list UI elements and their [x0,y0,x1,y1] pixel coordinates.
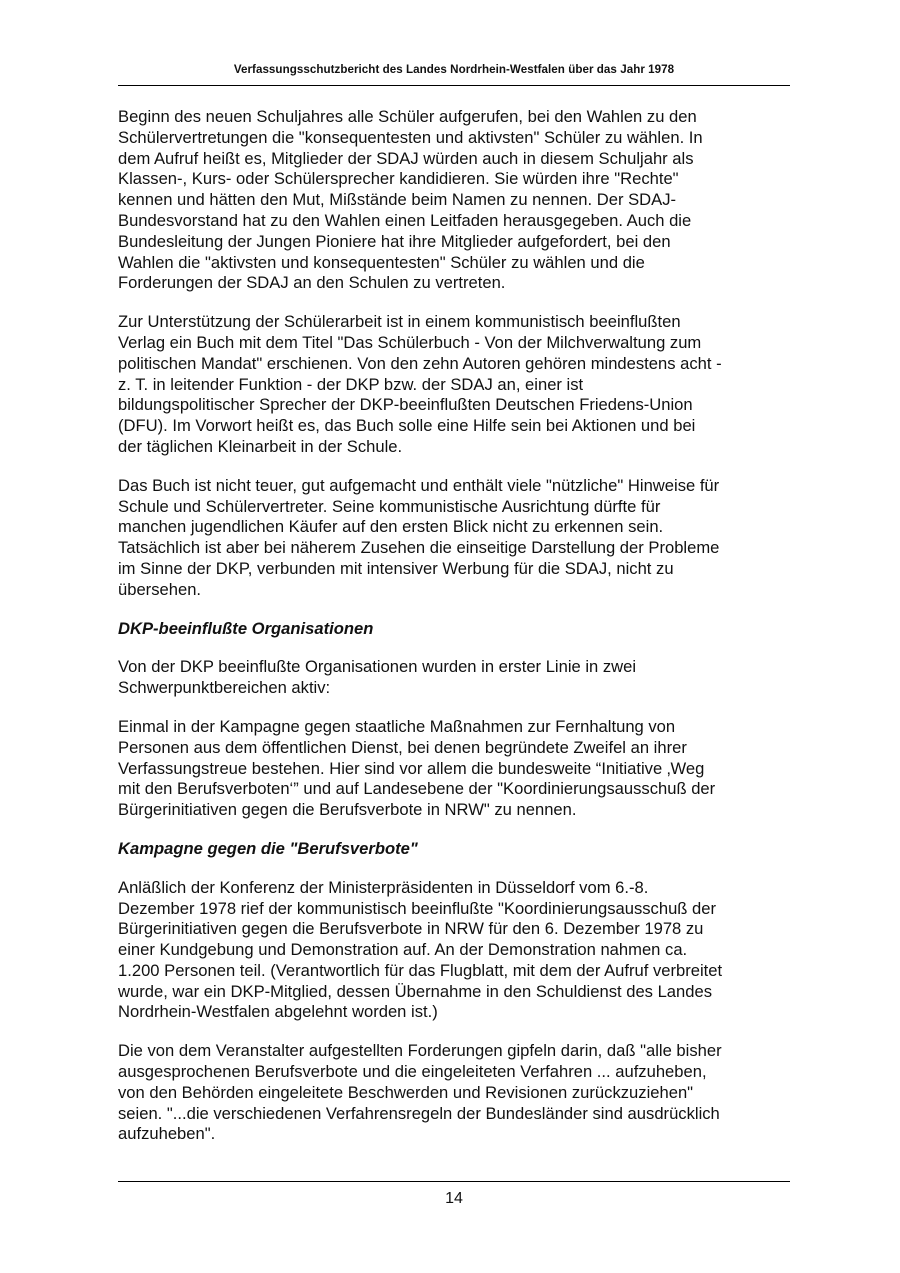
text-line: Das Buch ist nicht teuer, gut aufgemacht und enthält viele "nützliche" Hinweise für [118,475,720,495]
text-line: Verlag ein Buch mit dem Titel "Das Schülerbuch - Von der Milchverwaltung zum [118,332,702,352]
text-line: (DFU). Im Vorwort heißt es, das Buch solle eine Hilfe sein bei Aktionen und bei [118,416,696,436]
text-line: Klassen-, Kurs- oder Schülersprecher kandidieren. Sie würden ihre "Rechte" [118,169,679,189]
text-line: Die von dem Veranstalter aufgestellten Forderungen gipfeln darin, daß "alle bisher [118,1041,722,1061]
text-line: z. T. in leitender Funktion - der DKP bzw. der SDAJ an, einer ist [118,374,584,394]
text-line: Bundesleitung der Jungen Pioniere hat ihre Mitglieder aufgefordert, bei den [118,231,671,251]
text-line: im Sinne der DKP, verbunden mit intensiver Werbung für die SDAJ, nicht zu [118,558,674,578]
paragraph [118,878,798,1024]
paragraph [118,476,798,601]
text-line: Nordrhein-Westfalen abgelehnt worden ist.) [118,1002,438,1022]
text-line: 1.200 Personen teil. (Verantwortlich für das Flugblatt, mit dem der Aufruf verbreitet [118,960,723,980]
text-line: Bundesvorstand hat zu den Wahlen einen Leitfaden herausgegeben. Auch die [118,210,692,230]
text-line: übersehen. [118,579,202,599]
text-line: Zur Unterstützung der Schülerarbeit ist in einem kommunistisch beeinflußten [118,312,681,332]
section-heading: Kampagne gegen die "Berufsverbote" [118,838,418,858]
text-line: Schwerpunktbereichen aktiv: [118,678,331,698]
text-line: kennen und hätten den Mut, Mißstände beim Namen zu nennen. Der SDAJ- [118,190,677,210]
text-line: von den Behörden eingeleitete Beschwerden und Revisionen zurückzuziehen" [118,1082,694,1102]
text-line: wurde, war ein DKP-Mitglied, dessen Übernahme in den Schuldienst des Landes [118,981,713,1001]
page-number: 14 [445,1190,463,1207]
page-body [118,107,798,1145]
text-line: ausgesprochenen Berufsverbote und die eingeleiteten Verfahren ... aufzuheben, [118,1062,707,1082]
text-line: Von der DKP beeinflußte Organisationen wurden in erster Linie in zwei [118,657,637,677]
text-line: Anläßlich der Konferenz der Ministerpräsidenten in Düsseldorf vom 6.-8. [118,877,649,897]
paragraph [118,717,798,821]
text-line: seien. "...die verschiedenen Verfahrensregeln der Bundesländer sind ausdrücklich [118,1103,720,1123]
text-line: Bürgerinitiativen gegen die Berufsverbote in NRW für den 6. Dezember 1978 zu [118,919,704,939]
text-line: Einmal in der Kampagne gegen staatliche Maßnahmen zur Fernhaltung von [118,716,676,736]
text-line: der täglichen Kleinarbeit in der Schule. [118,436,403,456]
paragraph [118,312,798,458]
text-line: aufzuheben". [118,1124,216,1144]
text-line: Dezember 1978 rief der kommunistisch beeinflußte "Koordinierungsausschuß der [118,898,717,918]
text-line: mit den Berufsverboten‘” und auf Landesebene der "Koordinierungsausschuß der [118,779,716,799]
text-line: Wahlen die "aktivsten und konsequentesten" Schüler zu wählen und die [118,252,645,272]
text-line: bildungspolitischer Sprecher der DKP-beeinflußten Deutschen Friedens-Union [118,395,693,415]
text-line: Tatsächlich ist aber bei näherem Zusehen die einseitige Darstellung der Probleme [118,538,720,558]
text-line: einer Kundgebung und Demonstration auf. An der Demonstration nahmen ca. [118,940,688,960]
paragraph [118,1041,798,1145]
footer-rule [118,1181,790,1182]
text-line: Verfassungstreue bestehen. Hier sind vor allem die bundesweite “Initiative ‚Weg [118,758,705,778]
text-line: Schülervertretungen die "konsequentesten und aktivsten" Schüler zu wählen. In [118,127,703,147]
section-heading: DKP-beeinflußte Organisationen [118,618,374,638]
text-line: Bürgerinitiativen gegen die Berufsverbote in NRW" zu nennen. [118,800,577,820]
text-line: politischen Mandat" erschienen. Von den zehn Autoren gehören mindestens acht - [118,353,722,373]
text-line: manchen jugendlichen Käufer auf den ersten Blick nicht zu erkennen sein. [118,517,664,537]
running-header: Verfassungsschutzbericht des Landes Nordrhein-Westfalen über das Jahr 1978 [233,63,675,76]
text-line: Beginn des neuen Schuljahres alle Schüler aufgerufen, bei den Wahlen zu den [118,107,697,126]
text-line: Schule und Schülervertreter. Seine kommunistische Ausrichtung dürfte für [118,496,661,516]
paragraph [118,107,798,294]
paragraph [118,657,798,699]
header-rule [118,85,790,86]
text-line: dem Aufruf heißt es, Mitglieder der SDAJ würden auch in diesem Schuljahr als [118,148,694,168]
text-line: Personen aus dem öffentlichen Dienst, bei denen begründete Zweifel an ihrer [118,737,687,757]
text-line: Forderungen der SDAJ an den Schulen zu vertreten. [118,273,506,293]
